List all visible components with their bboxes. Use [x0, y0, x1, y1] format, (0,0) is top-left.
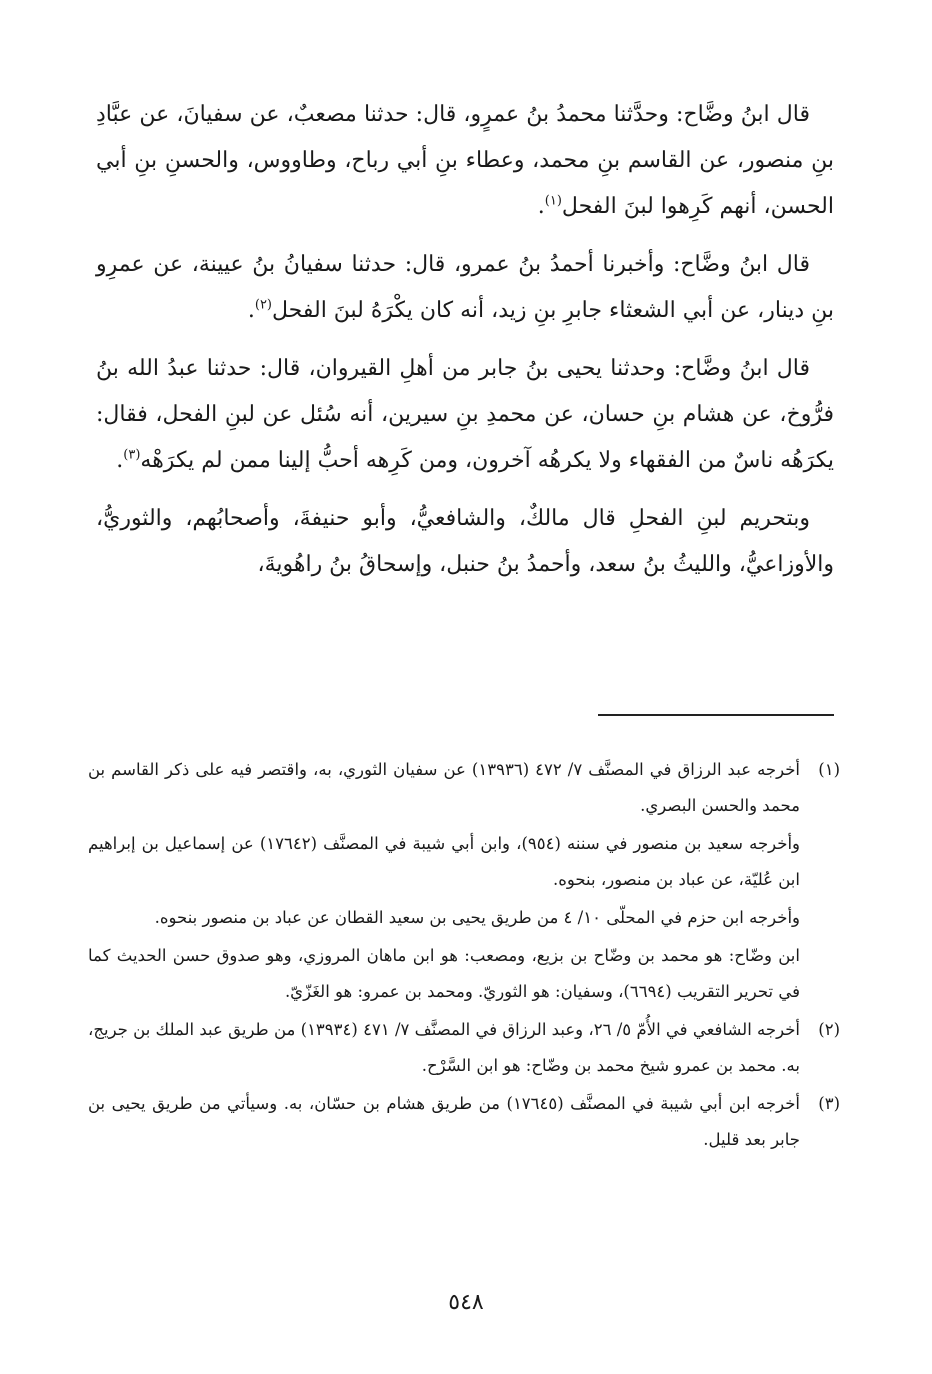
footnote-separator — [598, 714, 834, 716]
footnote-1-continuation-3: ابن وضّاح: هو محمد بن وضّاح بن بزيع، ومصعب: هو ابن ماهان المروزي، وهو صدوق حسن الحديث كما في تحرير التقريب (٦٦٩٤)، وسفيان: هو الثوريّ. ومحمد بن عمرو: هو الغَزّيّ. — [88, 946, 800, 1001]
paragraph-1: قال ابنُ وضَّاح: وحدَّثنا محمدُ بنُ عمرٍو، قال: حدثنا مصعبٌ، عن سفيانَ، عن عبَّادِ بنِ منصور، عن القاسم بنِ محمد، وعطاء بنِ أبي رباح، وطاووس، والحسنِ بنِ أبي الحسن، أنهم كَرِهوا لبنَ الفحل$^{(١)}$. — [96, 102, 834, 219]
paragraph-2: قال ابنُ وضَّاح: وأخبرنا أحمدُ بنُ عمرو، قال: حدثنا سفيانُ بنُ عيينة، عن عمرِو بنِ دينار، عن أبي الشعثاء جابرِ بنِ زيد، أنه كان يكْرَهُ لبنَ الفحل$^{(٢)}$. — [96, 252, 834, 323]
footnote-2-text: أخرجه الشافعي في الأُمّ ٥/ ٢٦، وعبد الرزاق في المصنَّف ٧/ ٤٧١ (١٣٩٣٤) من طريق عبد الملك بن جريج، به. محمد بن عمرو شيخ محمد بن وضّاح: هو ابن السَّرْح. — [88, 1020, 800, 1075]
footnote-1-text: أخرجه عبد الرزاق في المصنَّف ٧/ ٤٧٢ (١٣٩٣٦) عن سفيان الثوري، به، واقتصر فيه على ذكر القاسم بن محمد والحسن البصري. — [88, 760, 801, 815]
main-text — [96, 92, 834, 588]
footnote-ref-2: (٢) — [254, 297, 272, 313]
footnotes — [88, 752, 840, 1160]
page-number: ٥٤٨ — [448, 1290, 484, 1315]
paragraph-4 — [96, 496, 834, 588]
footnote-3 — [88, 1086, 840, 1158]
footnote-1 — [88, 752, 840, 824]
paragraph-4-text: وبتحريم لبنِ الفحلِ قال مالكٌ، والشافعيُّ، وأبو حنيفةَ، وأصحابُهم، والثوريُّ، والأوزاعيُّ، والليثُ بنُ سعد، وأحمدُ بنُ حنبل، وإسحاقُ بنُ راهُويةَ، — [96, 506, 834, 577]
footnote-1-number: (١) — [818, 760, 840, 779]
paragraph-3: قال ابنُ وضَّاح: وحدثنا يحيى بنُ جابر من أهلِ القيروان، قال: حدثنا عبدُ الله بنُ فرُّوخ، عن هشام بنِ حسان، عن محمدِ بنِ سيرين، أنه سُئل عن لبنِ الفحل، فقال: يكرَهُه ناسٌ من الفقهاء ولا يكرهُه آخرون، ومن كَرِهه أحبُّ إلينا ممن لم يكرَهْه$^{(٣)}$. — [96, 356, 834, 473]
paragraph-3-text: قال ابنُ وضَّاح: وحدثنا يحيى بنُ جابر من أهلِ القيروان، قال: حدثنا عبدُ الله بنُ فرُّوخ، عن هشام بنِ حسان، عن محمدِ بنِ سيرين، أنه سُئل عن لبنِ الفحل، فقال: يكرَهُه ناسٌ من الفقهاء ولا يكرهُه آخرون، ومن كَرِهه أحبُّ إلينا ممن لم يكرَهْه — [96, 356, 834, 473]
footnote-1-continuation-1: وأخرجه سعيد بن منصور في سننه (٩٥٤)، وابن أبي شيبة في المصنَّف (١٧٦٤٢) عن إسماعيل بن إبراهيم ابن عُليّة، عن عباد بن منصور، بنحوه. — [88, 834, 800, 889]
paragraph-2-text: قال ابنُ وضَّاح: وأخبرنا أحمدُ بنُ عمرو، قال: حدثنا سفيانُ بنُ عيينة، عن عمرِو بنِ دينار، عن أبي الشعثاء جابرِ بنِ زيد، أنه كان يكْرَهُ لبنَ الفحل — [96, 252, 834, 323]
footnote-1-continuation-2: وأخرجه ابن حزم في المحلّى ١٠/ ٤ من طريق يحيى بن سعيد القطان عن عباد بن منصور بنحوه. — [154, 908, 800, 927]
footnote-ref-3: (٣) — [123, 447, 141, 463]
footnote-3-number: (٣) — [818, 1094, 840, 1113]
footnote-2-number: (٢) — [818, 1020, 840, 1039]
footnote-ref-1: (١) — [544, 193, 562, 209]
footnote-3-text: أخرجه ابن أبي شيبة في المصنَّف (١٧٦٤٥) من طريق هشام بن حسّان، به. وسيأتي من طريق يحيى بن جابر بعد قليل. — [88, 1094, 800, 1149]
footnote-2 — [88, 1012, 840, 1084]
paragraph-1-text: قال ابنُ وضَّاح: وحدَّثنا محمدُ بنُ عمرٍو، قال: حدثنا مصعبٌ، عن سفيانَ، عن عبَّادِ بنِ منصور، عن القاسم بنِ محمد، وعطاء بنِ أبي رباح، وطاووس، والحسنِ بنِ أبي الحسن، أنهم كَرِهوا لبنَ الفحل — [96, 102, 834, 219]
